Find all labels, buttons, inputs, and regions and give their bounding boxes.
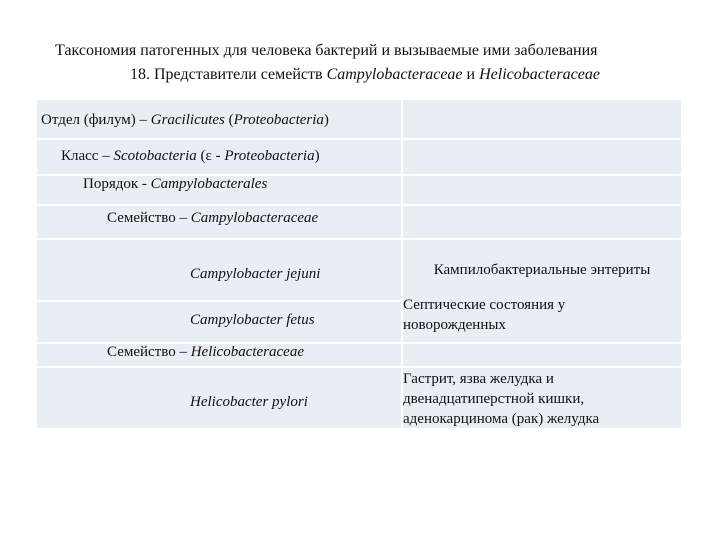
class-label: Класс – bbox=[61, 148, 114, 164]
taxon-cell bbox=[37, 206, 403, 238]
disease-cell bbox=[403, 100, 681, 138]
phylum-paren-open: ( bbox=[224, 112, 234, 128]
phylum-label: Отдел (филум) – bbox=[41, 112, 151, 128]
taxon-cell bbox=[37, 344, 403, 366]
family-name: Campylobacteraceae bbox=[190, 210, 319, 226]
title-prefix: 18. Представители семейств bbox=[130, 66, 327, 83]
table-row-family-campylobacteraceae bbox=[37, 206, 683, 240]
family-text bbox=[107, 344, 304, 361]
class-alt-name: Proteobacteria bbox=[224, 148, 315, 164]
disease-cell bbox=[403, 344, 681, 366]
class-text bbox=[61, 148, 320, 165]
disease-cell bbox=[403, 140, 681, 174]
taxonomy-table bbox=[37, 100, 683, 430]
taxon-cell bbox=[37, 368, 403, 428]
family-text bbox=[107, 210, 318, 227]
table-row-order bbox=[37, 176, 683, 206]
disease-text: Кампилобактериальные энтериты bbox=[433, 262, 651, 278]
order-text bbox=[83, 176, 267, 193]
table-row-phylum bbox=[37, 100, 683, 140]
species-name: Helicobacter pylori bbox=[190, 394, 308, 410]
table-row-family-helicobacteraceae bbox=[37, 344, 683, 368]
title-family-1: Campylobacteraceae bbox=[326, 66, 463, 83]
taxon-cell bbox=[37, 302, 403, 342]
taxon-cell bbox=[37, 100, 403, 138]
class-paren-close: ) bbox=[314, 148, 320, 164]
disease-text-line-1: Гастрит, язва желудка и bbox=[403, 371, 554, 387]
disease-cell bbox=[403, 288, 681, 342]
species-name: Campylobacter fetus bbox=[190, 312, 315, 328]
phylum-alt-name: Proteobacteria bbox=[233, 112, 324, 128]
table-row-species-fetus bbox=[37, 297, 683, 344]
phylum-name: Gracilicutes bbox=[150, 112, 225, 128]
disease-text-line-3: аденокарцинома (рак) желудка bbox=[403, 411, 600, 427]
phylum-paren-close: ) bbox=[323, 112, 329, 128]
disease-cell bbox=[403, 206, 681, 238]
disease-text-line-2: новорожденных bbox=[403, 317, 506, 333]
title-family-2: Helicobacteraceae bbox=[479, 66, 600, 83]
disease-cell bbox=[403, 368, 681, 428]
disease-text-line-2: двенадцатиперстной кишки, bbox=[403, 391, 585, 407]
species-name: Campylobacter jejuni bbox=[190, 266, 321, 282]
family-name: Helicobacteraceae bbox=[190, 344, 304, 360]
family-label: Семейство – bbox=[107, 344, 191, 360]
class-paren-open: (ε - bbox=[196, 148, 225, 164]
taxon-cell bbox=[37, 240, 403, 300]
title-line-2 bbox=[130, 64, 600, 86]
taxon-cell bbox=[37, 140, 403, 174]
table-row-species-pylori bbox=[37, 368, 683, 430]
title-conjunction: и bbox=[462, 66, 480, 83]
order-label: Порядок - bbox=[83, 176, 151, 192]
phylum-text bbox=[41, 112, 329, 129]
table-row-class bbox=[37, 140, 683, 176]
taxon-cell bbox=[37, 176, 403, 204]
class-name: Scotobacteria bbox=[113, 148, 197, 164]
title-line-1: Таксономия патогенных для человека бактерий и вызываемые ими заболевания bbox=[55, 42, 598, 59]
order-name: Campylobacterales bbox=[150, 176, 268, 192]
disease-text-line-1: Септические состояния у bbox=[403, 297, 566, 313]
family-label: Семейство – bbox=[107, 210, 191, 226]
disease-cell bbox=[403, 176, 681, 204]
